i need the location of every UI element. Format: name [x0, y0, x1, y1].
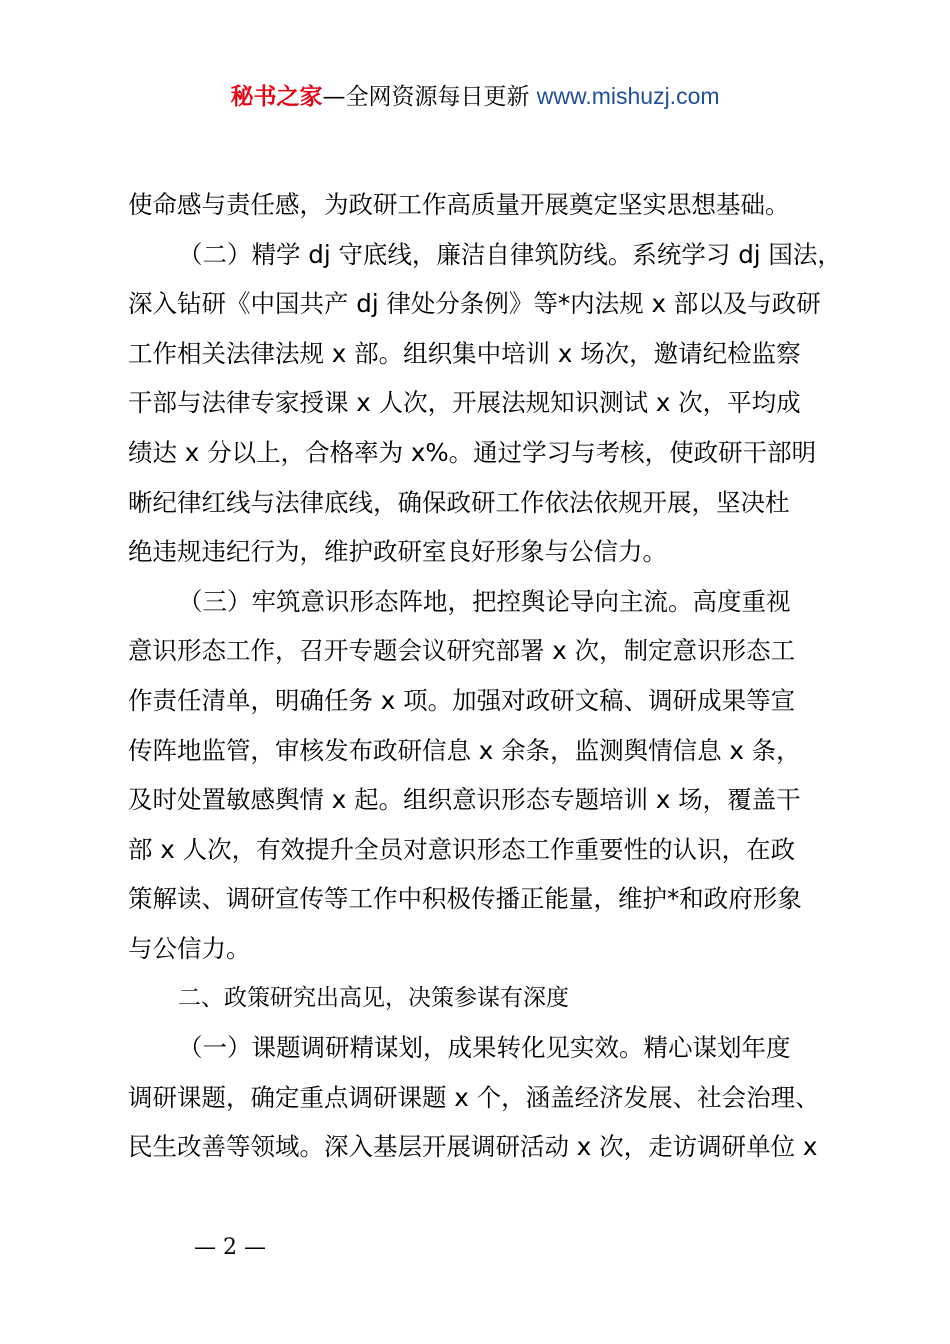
text-line: 晰纪律红线与法律底线，确保政研工作依法依规开展，坚决杜 [128, 487, 790, 517]
page-number: — 2 — [194, 1235, 266, 1260]
text-line: 意识形态工作，召开专题会议研究部署 x 次，制定意识形态工 [128, 636, 796, 666]
text-line: 深入钻研《中国共产 dj 律处分条例》等*内法规 x 部以及与政研 [128, 289, 821, 319]
text-line: 工作相关法律法规 x 部。组织集中培训 x 场次，邀请纪检监察 [128, 338, 801, 368]
section-1-start: （一）课题调研精谋划，成果转化见实效。精心谋划年度 [178, 1033, 791, 1063]
text-line: 民生改善等领域。深入基层开展调研活动 x 次，走访调研单位 x [128, 1132, 818, 1162]
section-2-2-start: （二）精学 dj 守底线，廉洁自律筑防线。系统学习 dj 国法， [178, 239, 842, 269]
site-url[interactable]: www.mishuzj.com [536, 83, 720, 109]
site-tagline: —全网资源每日更新 [322, 84, 537, 110]
section-2-3-start: （三）牢筑意识形态阵地，把控舆论导向主流。高度重视 [178, 586, 791, 616]
text-line: 调研课题，确定重点调研课题 x 个，涵盖经济发展、社会治理、 [128, 1082, 820, 1112]
site-brand: 秘书之家 [230, 84, 323, 110]
text-line: 绩达 x 分以上，合格率为 x%。通过学习与考核，使政研干部明 [128, 437, 817, 467]
text-line: 使命感与责任感，为政研工作高质量开展奠定坚实思想基础。 [128, 190, 790, 219]
site-header [0, 80, 950, 113]
text-line: 绝违规违纪行为，维护政研室良好形象与公信力。 [128, 537, 667, 567]
text-line: 传阵地监管，审核发布政研信息 x 余条，监测舆情信息 x 条， [128, 735, 801, 765]
text-line: 部 x 人次，有效提升全员对意识形态工作重要性的认识，在政 [128, 834, 796, 864]
text-line: 及时处置敏感舆情 x 起。组织意识形态专题培训 x 场，覆盖干 [128, 785, 801, 815]
text-line: 与公信力。 [128, 933, 251, 963]
text-line: 作责任清单，明确任务 x 项。加强对政研文稿、调研成果等宣 [128, 685, 796, 715]
section-heading: 二、政策研究出高见，决策参谋有深度 [178, 984, 569, 1011]
text-line: 策解读、调研宣传等工作中积极传播正能量，维护*和政府形象 [128, 884, 802, 914]
document-body [128, 180, 842, 1172]
text-line: 干部与法律专家授课 x 人次，开展法规知识测试 x 次，平均成 [128, 388, 801, 418]
